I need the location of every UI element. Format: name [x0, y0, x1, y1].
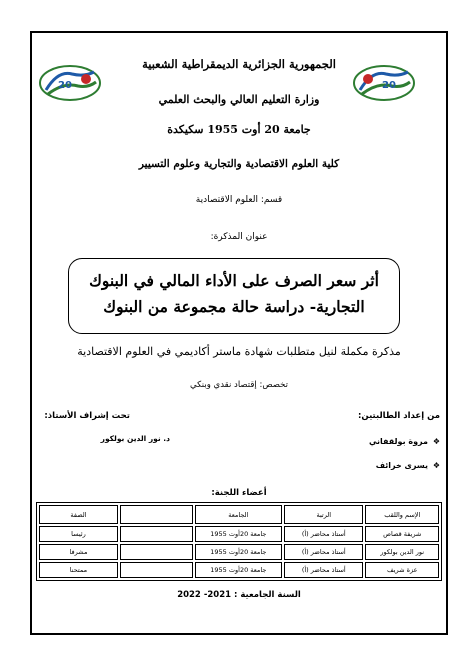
table-row: [39, 526, 439, 542]
column-header: الصفة: [39, 505, 118, 524]
table-row: [39, 562, 439, 578]
table-cell: رئيسا: [39, 526, 118, 542]
table-cell: شريفة قصاص: [365, 526, 439, 542]
column-header: [120, 505, 193, 524]
table-cell: أستاذ محاضر (أ): [284, 526, 363, 542]
supervisor-label: تحت إشراف الأستاذ:: [44, 411, 130, 421]
memo-title-label: عنوان المذكرة:: [210, 232, 268, 242]
column-header: الجامعة: [195, 505, 282, 524]
table-cell: جامعة 20أوت 1955: [195, 544, 282, 560]
ministry-name: وزارة التعليم العالي والبحث العلمي: [158, 93, 320, 106]
table-cell: [120, 544, 193, 560]
table-cell: مشرفا: [39, 544, 118, 560]
student-name: مروة بولقفاني: [368, 437, 428, 446]
republic-name: الجمهورية الجزائرية الديمقراطية الشعبية: [142, 57, 336, 71]
column-header: الرتبة: [284, 505, 363, 524]
committee-label: أعضاء اللجنة:: [211, 488, 267, 498]
bullet-icon: ❖: [432, 461, 440, 470]
column-header: الإسم واللقب: [365, 505, 439, 524]
memo-title-line-1: أثر سعر الصرف على الأداء المالي في البنوك: [89, 271, 379, 290]
academic-year: السنة الجامعية : 2021- 2022: [177, 590, 301, 600]
table-cell: ممتحنا: [39, 562, 118, 578]
faculty-name: كلية العلوم الاقتصادية والتجارية وعلوم التسيير: [138, 158, 340, 170]
supervisor-name: د. نور الدين بولكور: [100, 434, 170, 443]
university-name: جامعة 20 أوت 1955 سكيكدة: [167, 123, 311, 136]
committee-table: [36, 502, 442, 581]
table-header-row: [39, 505, 439, 524]
specialty: تخصص: إقتصاد نقدي وبنكي: [190, 380, 288, 390]
table-cell: جامعة 20أوت 1955: [195, 526, 282, 542]
svg-text:20: 20: [382, 80, 396, 91]
memo-title-box: [68, 258, 400, 334]
table-cell: عزة شريف: [365, 562, 439, 578]
bullet-icon: ❖: [432, 437, 440, 446]
students-label: من إعداد الطالبتين:: [358, 411, 440, 421]
table-cell: أستاذ محاضر (أ): [284, 544, 363, 560]
table-cell: [120, 562, 193, 578]
student-name: يسرى خرائف: [375, 461, 428, 470]
memo-description: مذكرة مكملة لنيل متطلبات شهادة ماستر أكاديمي في العلوم الاقتصادية: [77, 345, 401, 358]
table-cell: نور الدين بولكور: [365, 544, 439, 560]
table-cell: [120, 526, 193, 542]
memo-title-line-2: التجارية- دراسة حالة مجموعة من البنوك: [103, 297, 365, 316]
table-cell: جامعة 20أوت 1955: [195, 562, 282, 578]
svg-text:20: 20: [58, 80, 72, 91]
table-cell: أستاذ محاضر (أ): [284, 562, 363, 578]
table-row: [39, 544, 439, 560]
department-name: قسم: العلوم الاقتصادية: [195, 195, 283, 205]
